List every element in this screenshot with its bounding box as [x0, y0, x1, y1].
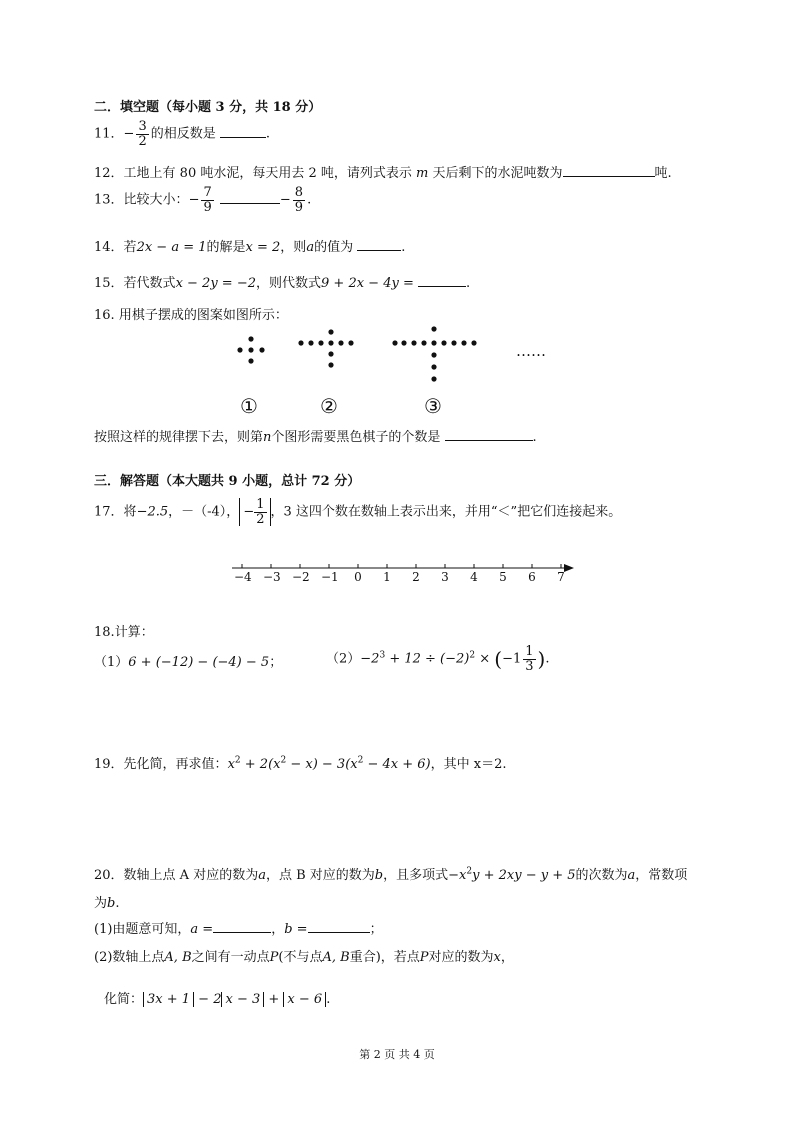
chess-piece	[248, 358, 253, 363]
chess-piece	[431, 352, 436, 357]
q18-part-2: $(2)-2^3 + 12 \div (-2)^2 \times (-1$ $\frac{1}{3}$ ).	[326, 644, 550, 674]
number-line-tick-label: −2	[292, 570, 310, 584]
q13-answer-blank[interactable]	[220, 203, 280, 204]
q12-answer-blank[interactable]	[563, 176, 655, 177]
chess-piece	[328, 351, 333, 356]
chess-piece	[441, 340, 446, 345]
chess-piece	[328, 340, 333, 345]
chess-piece	[451, 340, 456, 345]
question-13: 13．比较大小：− $\frac{7}{9}$ − $\frac{8}{9}$ .	[94, 185, 312, 215]
number-line-tick-label: −1	[321, 570, 339, 584]
q15-answer-blank[interactable]	[418, 286, 466, 287]
number-line-tick-label: 2	[412, 570, 420, 584]
chess-piece	[237, 347, 242, 352]
chess-piece	[431, 326, 436, 331]
question-15: 15．若代数式x − 2y = −2，则代数式9 + 2x − 4y = .	[94, 276, 471, 291]
q17-absolute-value: − $\frac{1}{2}$	[239, 498, 270, 526]
chess-piece	[392, 340, 397, 345]
chess-piece	[318, 340, 323, 345]
q11-answer-blank[interactable]	[220, 137, 266, 138]
chess-piece	[328, 329, 333, 334]
number-line-tick-label: −4	[234, 570, 252, 584]
chess-piece	[328, 362, 333, 367]
page-footer: 第 2 页 共 4 页	[359, 1048, 435, 1061]
chess-piece	[338, 340, 343, 345]
question-14: 14．若2x − a = 1的解是x = 2，则a的值为 .	[94, 240, 406, 255]
number-line-tick-label: 1	[383, 570, 391, 584]
question-20: 20．数轴上点 A 对应的数为a，点 B 对应的数为b，且多项式$-x^2y + 2xy - y + 5$的次数为a，常数项	[94, 866, 688, 883]
section-title-solve: 三．解答题（本大题共 9 小题，总计 72 分）	[94, 474, 361, 489]
chess-piece	[308, 340, 313, 345]
number-line-tick-label: −3	[263, 570, 281, 584]
chess-pattern-figure	[220, 322, 580, 422]
question-18: 18.计算：	[94, 625, 154, 640]
question-12: 12．工地上有 80 吨水泥，每天用去 2 吨，请列式表示 m 天后剩下的水泥吨数为 吨.	[94, 166, 672, 181]
pattern-label-3: ③	[424, 394, 442, 418]
question-20-line2: 为b.	[94, 896, 120, 911]
q13-fraction-2: $\frac{8}{9}$	[294, 185, 304, 215]
question-16: 16. 用棋子摆成的图案如图所示：	[94, 308, 288, 323]
section-title-fill-in: 二．填空题（每小题 3 分，共 18 分）	[94, 100, 322, 115]
question-17: 17．将−2.5，－（-4）， − $\frac{1}{2}$ ，3 这四个数在数轴上表示出来，并用“＜”把它们连接起来。	[94, 497, 622, 527]
q11-number: 11．	[94, 126, 124, 142]
chess-piece	[431, 376, 436, 381]
chess-piece	[461, 340, 466, 345]
number-line-tick-label: 4	[470, 570, 478, 584]
pattern-label-1: ①	[240, 394, 258, 418]
chess-piece	[248, 347, 253, 352]
q20-simplify: 化简： 3x + 1 − 2 x − 3 + x − 6 .	[104, 992, 331, 1007]
q20-b-blank[interactable]	[308, 932, 370, 933]
q14-equation: 2x − a = 1	[136, 240, 207, 255]
number-line-tick-label: 3	[441, 570, 449, 584]
q18-part-1: （1）6 + (−12) − (−4) − 5；	[94, 655, 283, 670]
question-11: 11．− $\frac{3}{2}$ 的相反数是 .	[94, 119, 271, 149]
chess-piece	[248, 336, 253, 341]
number-line-tick-label: 7	[557, 570, 565, 584]
chess-piece	[401, 340, 406, 345]
q13-fraction-1: $\frac{7}{9}$	[203, 185, 212, 215]
chess-piece	[431, 364, 436, 369]
chess-piece	[421, 340, 426, 345]
number-line-tick-label: 6	[528, 570, 536, 584]
question-16-ask: 按照这样的规律摆下去，则第n个图形需要黑色棋子的个数是 .	[94, 430, 537, 445]
q20-a-blank[interactable]	[213, 932, 271, 933]
chess-piece	[259, 347, 264, 352]
chess-piece	[471, 340, 476, 345]
chess-piece	[431, 340, 436, 345]
chess-piece	[298, 340, 303, 345]
chess-piece	[411, 340, 416, 345]
q20-part-1: (1)由题意可知，a = ，b = ；	[94, 922, 383, 937]
q16-answer-blank[interactable]	[445, 440, 533, 441]
q20-part-2: (2)数轴上点A, B之间有一动点P(不与点A, B重合)，若点P对应的数为x，	[94, 950, 514, 965]
q14-answer-blank[interactable]	[357, 250, 401, 251]
number-line-tick-label: 5	[499, 570, 507, 584]
chess-piece	[348, 340, 353, 345]
question-19: 19．先化简，再求值：$x^2 + 2(x^2 - x) - 3(x^2 - 4x + 6)$，其中 x＝2.	[94, 755, 507, 772]
pattern-ellipsis: ……	[516, 342, 546, 360]
q11-fraction: $\frac{3}{2}$	[138, 119, 147, 149]
number-line-tick-label: 0	[354, 570, 362, 584]
pattern-label-2: ②	[320, 394, 338, 418]
